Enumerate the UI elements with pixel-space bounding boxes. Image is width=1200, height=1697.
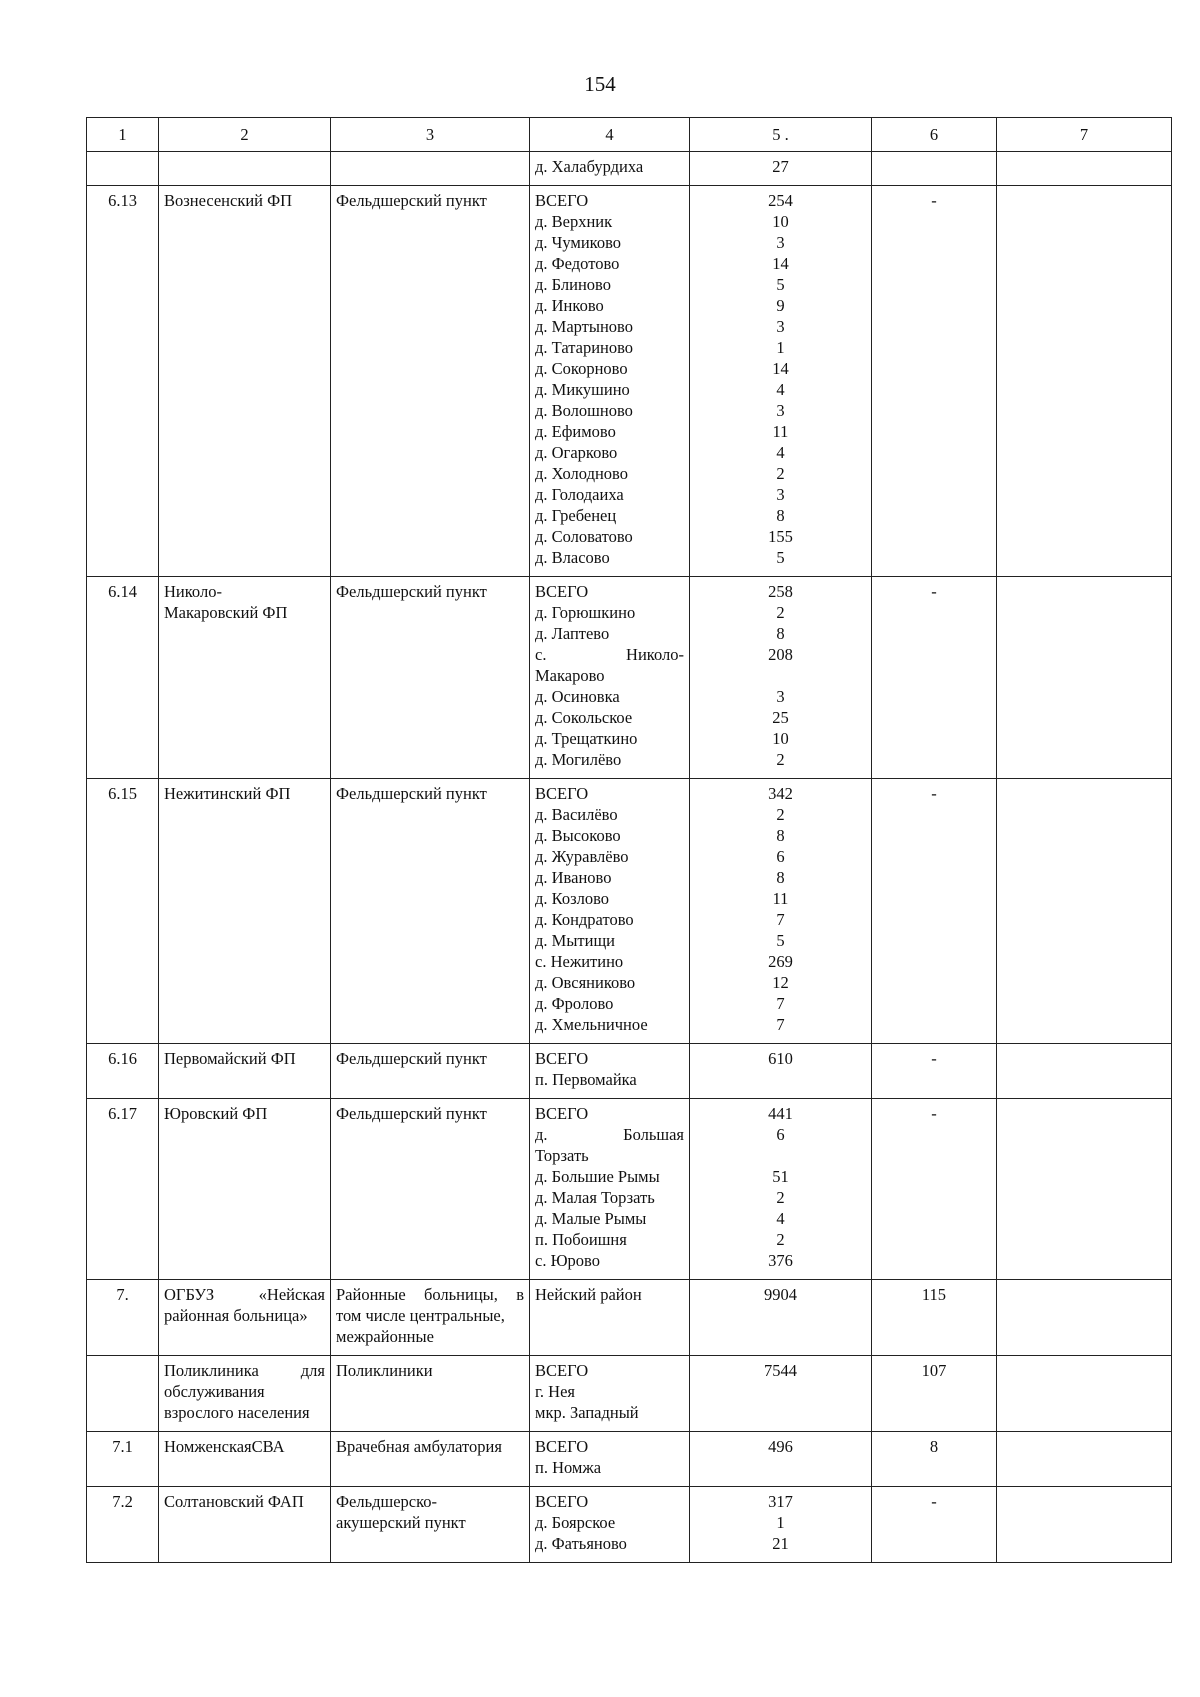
cell-line: Макаровский ФП (164, 603, 288, 622)
cell-line: 5 (776, 548, 785, 567)
cell-line: 2 (776, 1188, 785, 1207)
cell-line: д. Инково (535, 296, 604, 315)
cell-line: районная больница» (164, 1306, 308, 1325)
institution-type (331, 779, 530, 1044)
settlements (530, 1099, 690, 1280)
cell-line: Нежитинский ФП (164, 784, 291, 803)
population-values (690, 1356, 872, 1432)
table-body (87, 152, 1172, 1563)
cell-line: Макарово (535, 666, 605, 685)
header-row (87, 118, 1172, 152)
row-number: 6.13 (87, 186, 159, 577)
cell-line: 7 (776, 910, 785, 929)
population-values (690, 779, 872, 1044)
cell-line: Поликлиника для (164, 1361, 325, 1380)
header-cell-2: 2 (159, 118, 331, 152)
cell-line: 51 (772, 1167, 789, 1186)
cell-line: д. Фролово (535, 994, 614, 1013)
cell-line: 258 (768, 582, 793, 601)
cell-line: 342 (768, 784, 793, 803)
table-row (87, 1099, 1172, 1280)
cell-line: ВСЕГО (535, 191, 589, 210)
cell-line: 208 (768, 645, 793, 664)
column-6-value: 107 (872, 1356, 997, 1432)
cell-line: Юровский ФП (164, 1104, 268, 1123)
institution-type (331, 152, 530, 186)
cell-line: Вознесенский ФП (164, 191, 293, 210)
cell-line: д. Татариново (535, 338, 634, 357)
cell-line: 14 (772, 359, 789, 378)
cell-line: том числе центральные, (336, 1306, 505, 1325)
cell-line: 5 (776, 931, 785, 950)
cell-line: д. Мартыново (535, 317, 633, 336)
cell-line: межрайонные (336, 1327, 434, 1346)
cell-line: д. Большая (535, 1125, 684, 1144)
cell-line: д. Боярское (535, 1513, 616, 1532)
institution-type (331, 1487, 530, 1563)
cell-line: д. Большие Рымы (535, 1167, 660, 1186)
cell-line: Торзать (535, 1146, 589, 1165)
institution-type (331, 1432, 530, 1487)
cell-line: ВСЕГО (535, 1049, 589, 1068)
cell-line: ВСЕГО (535, 1361, 589, 1380)
header-cell-1: 1 (87, 118, 159, 152)
cell-line: д. Халабурдиха (535, 157, 644, 176)
cell-line: д. Кондратово (535, 910, 634, 929)
cell-line: 155 (768, 527, 793, 546)
institution-name (159, 1356, 331, 1432)
cell-line: д. Хмельничное (535, 1015, 648, 1034)
institution-name (159, 779, 331, 1044)
institution-name (159, 577, 331, 779)
cell-line: д. Сокорново (535, 359, 628, 378)
cell-line: д. Василёво (535, 805, 618, 824)
cell-line: д. Овсяниково (535, 973, 636, 992)
column-6-value: - (872, 779, 997, 1044)
cell-line: 496 (768, 1437, 793, 1456)
table-row (87, 186, 1172, 577)
cell-line: 2 (776, 603, 785, 622)
cell-line: Врачебная амбулатория (336, 1437, 502, 1456)
cell-line: Фельдшерский пункт (336, 191, 487, 210)
cell-line: 8 (776, 826, 785, 845)
cell-line: 3 (776, 317, 785, 336)
cell-line: 9 (776, 296, 785, 315)
facilities-table (86, 117, 1172, 1563)
cell-line: д. Фатьяново (535, 1534, 627, 1553)
cell-line: п. Первомайка (535, 1070, 637, 1089)
institution-type (331, 1044, 530, 1099)
row-number: 7. (87, 1280, 159, 1356)
cell-line: 25 (772, 708, 789, 727)
row-number: 6.14 (87, 577, 159, 779)
header-cell-3: 3 (331, 118, 530, 152)
cell-line: 8 (776, 506, 785, 525)
column-7-value (997, 152, 1172, 186)
cell-line: д. Могилёво (535, 750, 622, 769)
cell-line: обслуживания (164, 1382, 265, 1401)
cell-line (695, 1145, 866, 1166)
cell-line: 1 (776, 338, 785, 357)
row-number: 6.16 (87, 1044, 159, 1099)
cell-line: 441 (768, 1104, 793, 1123)
cell-line: ВСЕГО (535, 582, 589, 601)
cell-line: 3 (776, 233, 785, 252)
cell-line: 7544 (764, 1361, 797, 1380)
column-6-value: - (872, 1044, 997, 1099)
column-7-value (997, 1487, 1172, 1563)
cell-line: 376 (768, 1251, 793, 1270)
cell-line: Николо- (164, 582, 222, 601)
cell-line: Фельдшерский пункт (336, 1049, 487, 1068)
cell-line: Нейский район (535, 1285, 642, 1304)
cell-line: г. Нея (535, 1382, 575, 1401)
institution-type (331, 186, 530, 577)
cell-line (164, 156, 325, 177)
cell-line: 12 (772, 973, 789, 992)
cell-line: акушерский пункт (336, 1513, 466, 1532)
cell-line: д. Огарково (535, 443, 618, 462)
population-values (690, 577, 872, 779)
header-cell-7: 7 (997, 118, 1172, 152)
cell-line: мкр. Западный (535, 1403, 639, 1422)
cell-line: 10 (772, 212, 789, 231)
cell-line: д. Журавлёво (535, 847, 629, 866)
header-cell-4: 4 (530, 118, 690, 152)
cell-line: 10 (772, 729, 789, 748)
cell-line: 4 (776, 443, 785, 462)
cell-line: д. Верхник (535, 212, 613, 231)
institution-name (159, 1044, 331, 1099)
cell-line: взрослого населения (164, 1403, 310, 1422)
column-6-value: - (872, 1099, 997, 1280)
cell-line: 2 (776, 1230, 785, 1249)
cell-line: с. Юрово (535, 1251, 600, 1270)
institution-name (159, 1487, 331, 1563)
population-values (690, 1280, 872, 1356)
page-number: 154 (584, 72, 616, 96)
cell-line (695, 665, 866, 686)
cell-line: 2 (776, 464, 785, 483)
cell-line: д. Чумиково (535, 233, 622, 252)
population-values (690, 1099, 872, 1280)
cell-line: 6 (776, 1125, 785, 1144)
cell-line: 3 (776, 401, 785, 420)
cell-line: 8 (776, 624, 785, 643)
cell-line: 3 (776, 485, 785, 504)
column-7-value (997, 1280, 1172, 1356)
cell-line: 6 (776, 847, 785, 866)
cell-line: 2 (776, 805, 785, 824)
cell-line: д. Соловатово (535, 527, 633, 546)
column-7-value (997, 779, 1172, 1044)
column-7-value (997, 186, 1172, 577)
cell-line: д. Волошново (535, 401, 633, 420)
cell-line: 317 (768, 1492, 793, 1511)
cell-line: п. Побоишня (535, 1230, 627, 1249)
table-row (87, 152, 1172, 186)
cell-line: с. Николо- (535, 645, 684, 664)
institution-name (159, 186, 331, 577)
row-number (87, 152, 159, 186)
cell-line: 2 (776, 750, 785, 769)
cell-line: 3 (776, 687, 785, 706)
institution-type (331, 1356, 530, 1432)
cell-line: 14 (772, 254, 789, 273)
column-6-value (872, 152, 997, 186)
cell-line (336, 156, 524, 177)
cell-line: Фельдшерский пункт (336, 784, 487, 803)
cell-line: Поликлиники (336, 1361, 433, 1380)
cell-line: д. Гребенец (535, 506, 617, 525)
row-number: 6.17 (87, 1099, 159, 1280)
cell-line: д. Голодаиха (535, 485, 624, 504)
institution-name (159, 1099, 331, 1280)
cell-line: 11 (772, 889, 789, 908)
institution-type (331, 1099, 530, 1280)
column-6-value: - (872, 186, 997, 577)
cell-line: д. Высоково (535, 826, 621, 845)
cell-line: Фельдшерский пункт (336, 582, 487, 601)
settlements (530, 186, 690, 577)
cell-line: 9904 (764, 1285, 797, 1304)
cell-line: 7 (776, 994, 785, 1013)
cell-line: Фельдшерский пункт (336, 1104, 487, 1123)
cell-line: д. Трещаткино (535, 729, 638, 748)
cell-line: 8 (776, 868, 785, 887)
cell-line: ВСЕГО (535, 1104, 589, 1123)
table-row (87, 1044, 1172, 1099)
settlements (530, 1356, 690, 1432)
column-6-value: - (872, 1487, 997, 1563)
column-7-value (997, 1432, 1172, 1487)
table-row (87, 577, 1172, 779)
population-values (690, 152, 872, 186)
settlements (530, 1432, 690, 1487)
institution-type (331, 577, 530, 779)
cell-line: 21 (772, 1534, 789, 1553)
cell-line: 27 (772, 157, 789, 176)
cell-line: 5 (776, 275, 785, 294)
population-values (690, 1044, 872, 1099)
column-6-value: 115 (872, 1280, 997, 1356)
cell-line: 254 (768, 191, 793, 210)
cell-line: 4 (776, 380, 785, 399)
settlements (530, 1044, 690, 1099)
row-number (87, 1356, 159, 1432)
institution-name (159, 1432, 331, 1487)
cell-line: п. Номжа (535, 1458, 602, 1477)
table-row (87, 1487, 1172, 1563)
cell-line: 610 (768, 1049, 793, 1068)
column-7-value (997, 1099, 1172, 1280)
cell-line: д. Сокольское (535, 708, 633, 727)
table-row (87, 1356, 1172, 1432)
column-7-value (997, 577, 1172, 779)
cell-line: Районные больницы, в (336, 1285, 524, 1304)
row-number: 6.15 (87, 779, 159, 1044)
cell-line: Солтановский ФАП (164, 1492, 304, 1511)
cell-line: ОГБУЗ «Нейская (164, 1285, 325, 1304)
cell-line: д. Малые Рымы (535, 1209, 647, 1228)
cell-line: д. Блиново (535, 275, 611, 294)
population-values (690, 1432, 872, 1487)
row-number: 7.1 (87, 1432, 159, 1487)
cell-line: д. Лаптево (535, 624, 610, 643)
cell-line: ВСЕГО (535, 1492, 589, 1511)
column-7-value (997, 1356, 1172, 1432)
cell-line: с. Нежитино (535, 952, 624, 971)
row-number: 7.2 (87, 1487, 159, 1563)
cell-line: 269 (768, 952, 793, 971)
cell-line: д. Малая Торзать (535, 1188, 655, 1207)
column-7-value (997, 1044, 1172, 1099)
settlements (530, 1487, 690, 1563)
cell-line: 11 (772, 422, 789, 441)
header-cell-6: 6 (872, 118, 997, 152)
cell-line: ВСЕГО (535, 1437, 589, 1456)
cell-line: 4 (776, 1209, 785, 1228)
cell-line: д. Федотово (535, 254, 620, 273)
settlements (530, 779, 690, 1044)
population-values (690, 1487, 872, 1563)
table-row (87, 1280, 1172, 1356)
column-6-value: - (872, 577, 997, 779)
cell-line: д. Иваново (535, 868, 612, 887)
cell-line: д. Осиновка (535, 687, 620, 706)
settlements (530, 152, 690, 186)
cell-line: д. Власово (535, 548, 610, 567)
column-6-value: 8 (872, 1432, 997, 1487)
cell-line: д. Микушино (535, 380, 630, 399)
cell-line: 1 (776, 1513, 785, 1532)
header-cell-5: 5 . (690, 118, 872, 152)
cell-line: 7 (776, 1015, 785, 1034)
institution-name (159, 1280, 331, 1356)
cell-line: д. Горюшкино (535, 603, 636, 622)
institution-name (159, 152, 331, 186)
table-row (87, 1432, 1172, 1487)
cell-line: Фельдшерско- (336, 1492, 438, 1511)
cell-line: д. Холодново (535, 464, 628, 483)
cell-line: д. Козлово (535, 889, 610, 908)
cell-line: д. Ефимово (535, 422, 616, 441)
institution-type (331, 1280, 530, 1356)
cell-line: ВСЕГО (535, 784, 589, 803)
settlements (530, 577, 690, 779)
settlements (530, 1280, 690, 1356)
cell-line: д. Мытищи (535, 931, 615, 950)
table-row (87, 779, 1172, 1044)
cell-line: НомженскаяСВА (164, 1437, 285, 1456)
cell-line: Первомайский ФП (164, 1049, 296, 1068)
population-values (690, 186, 872, 577)
